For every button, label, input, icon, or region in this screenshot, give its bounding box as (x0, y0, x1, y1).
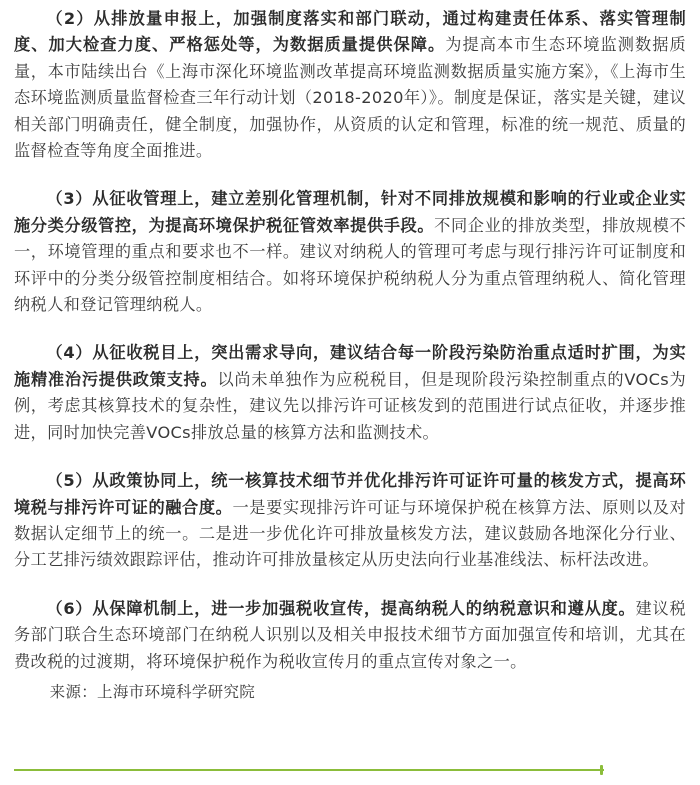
paragraph-lead: （5）从政策协同上，统一核算技术细节并优化排污许可证许可量的核发方式，提高环境税与排污许可证的融合度。 (14, 471, 686, 517)
divider-end-mark (600, 765, 603, 775)
source-credit: 来源：上海市环境科学研究院 (49, 682, 256, 701)
paragraph-guarantee-mechanism (14, 596, 686, 675)
paragraph-emission-reporting (14, 6, 686, 164)
paragraph-body: 一是要实现排污许可证与环境保护税在核算方法、原则以及对数据认定细节上的统一。二是进一步优化许可排放量核发方法，建议鼓励各地深化分行业、分工艺排污绩效跟踪评估，推动许可排放量核定从历史法向行业基准线法、标杆法改进。 (14, 497, 686, 570)
paragraph-policy-coordination (14, 468, 686, 574)
paragraph-lead: （4）从征收税目上，突出需求导向，建议结合每一阶段污染防治重点适时扩围，为实施精准治污提供政策支持。 (14, 343, 686, 389)
paragraph-tax-items (14, 340, 686, 446)
paragraph-lead: （3）从征收管理上，建立差别化管理机制，针对不同排放规模和影响的行业或企业实施分类分级管控，为提高环境保护税征管效率提供手段。 (14, 189, 686, 235)
paragraph-lead: （6）从保障机制上，进一步加强税收宣传，提高纳税人的纳税意识和遵从度。 (46, 598, 636, 618)
paragraph-body: 为提高本市生态环境监测数据质量，本市陆续出台《上海市深化环境监测改革提高环境监测数据质量实施方案》，《上海市生态环境监测质量监督检查三年行动计划（2018-2020年）》。制度是保证，落实是关键，建议相关部门明确责任，健全制度，加强协作，从资质的认定和管理，标准的统一规范、质量的监督检查等角度全面推进。 (14, 35, 686, 161)
article-body (14, 6, 686, 705)
paragraph-body: 以尚未单独作为应税税目，但是现阶段污染控制重点的VOCs为例，考虑其核算技术的复杂性，建议先以排污许可证核发到的范围进行试点征收，并逐步推进，同时加快完善VOCs排放总量的核算方法和监测技术。 (14, 369, 687, 442)
paragraph-body: 不同企业的排放类型，排放规模不一，环境管理的重点和要求也不一样。建议对纳税人的管理可考虑与现行排污许可证制度和环评中的分类分级管控制度相结合。如将环境保护税纳税人分为重点管理纳税人、简化管理纳税人和登记管理纳税人。 (14, 215, 687, 315)
paragraph-collection-management (14, 186, 686, 318)
paragraph-body: 建议税务部门联合生态环境部门在纳税人识别以及相关申报技术细节方面加强宣传和培训，尤其在费改税的过渡期，将环境保护税作为税收宣传月的重点宣传对象之一。 (14, 598, 686, 671)
divider-line (14, 769, 604, 771)
footer-divider (14, 765, 604, 773)
paragraph-lead: （2）从排放量申报上，加强制度落实和部门联动，通过构建责任体系、落实管理制度、加大检查力度、严格惩处等，为数据质量提供保障。 (14, 9, 686, 55)
